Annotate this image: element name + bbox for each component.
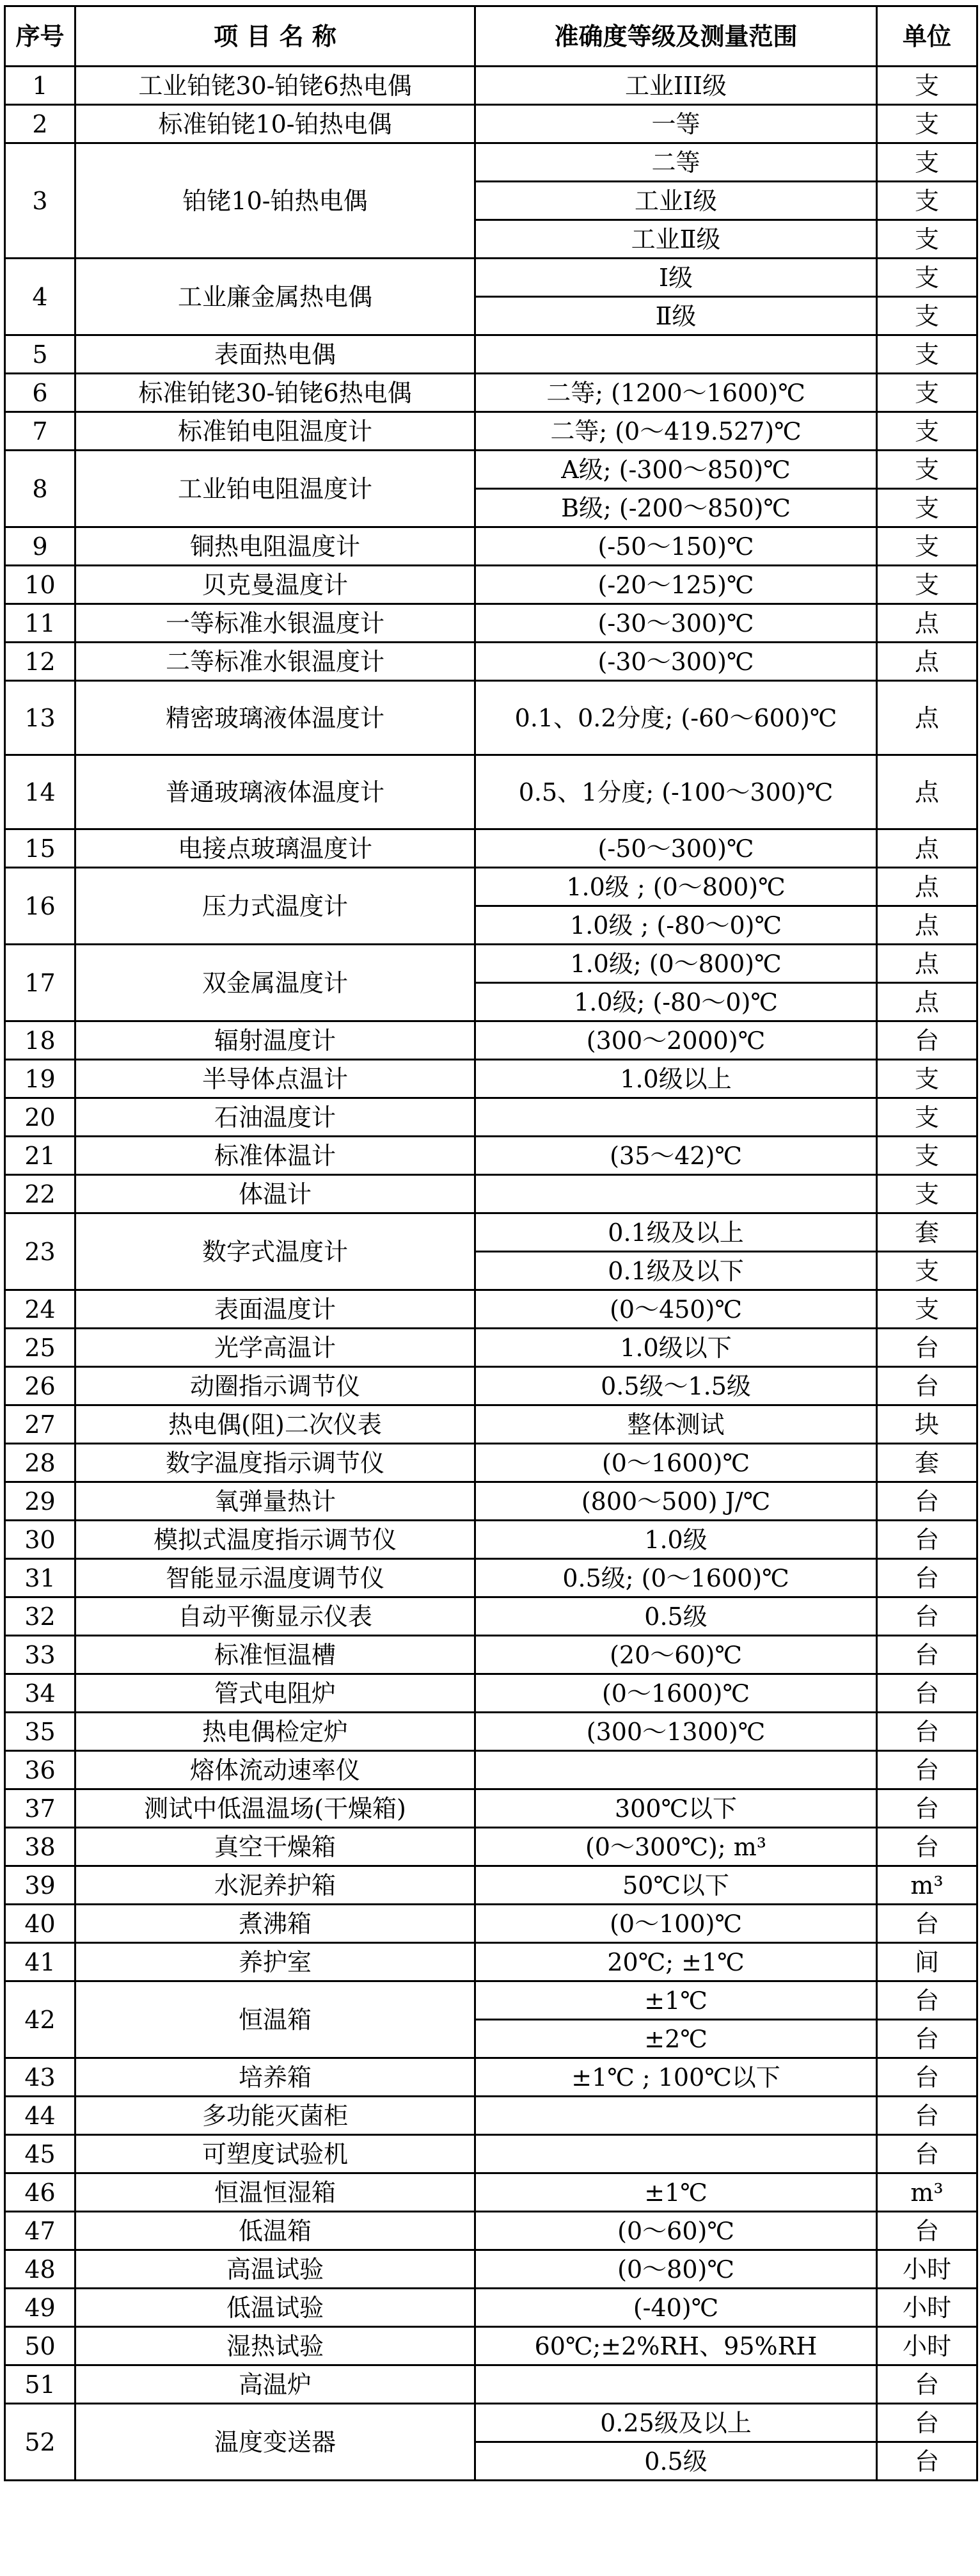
accuracy-range: 0.1级及以下 [475,1252,877,1290]
unit: 台 [877,2442,977,2481]
item-name: 数字式温度计 [75,1213,475,1290]
unit: 小时 [877,2250,977,2289]
table-row [5,1943,977,1981]
item-name: 恒温恒湿箱 [75,2173,475,2212]
row-number: 15 [5,829,75,868]
table-row [5,1137,977,1175]
unit: 台 [877,1329,977,1367]
accuracy-range [475,1175,877,1213]
row-number: 36 [5,1751,75,1789]
unit: 台 [877,1828,977,1866]
row-number: 27 [5,1405,75,1444]
unit: 台 [877,1559,977,1597]
unit: 台 [877,1021,977,1060]
item-name: 表面热电偶 [75,335,475,374]
accuracy-range: 50℃以下 [475,1866,877,1905]
header-range: 准确度等级及测量范围 [475,6,877,67]
accuracy-range: ±1℃ [475,1981,877,2020]
accuracy-range: 300℃以下 [475,1789,877,1828]
item-name: 煮沸箱 [75,1905,475,1943]
unit: 支 [877,1137,977,1175]
item-name: 标准体温计 [75,1137,475,1175]
row-number: 39 [5,1866,75,1905]
item-name: 模拟式温度指示调节仪 [75,1521,475,1559]
row-number: 17 [5,945,75,1021]
row-number: 25 [5,1329,75,1367]
unit: 支 [877,143,977,182]
table-row [5,2173,977,2212]
unit: 套 [877,1444,977,1482]
header-name: 项 目 名 称 [75,6,475,67]
row-number: 34 [5,1674,75,1713]
item-name: 可塑度试验机 [75,2135,475,2173]
accuracy-range: B级; (-200～850)℃ [475,489,877,527]
unit: 台 [877,1905,977,1943]
calibration-table [4,5,978,2481]
item-name: 熔体流动速率仪 [75,1751,475,1789]
accuracy-range: 0.5级～1.5级 [475,1367,877,1405]
unit: 支 [877,297,977,335]
row-number: 43 [5,2058,75,2097]
accuracy-range: 1.0级; (-80～0)℃ [475,983,877,1021]
table-row [5,259,977,297]
accuracy-range: (-30～300)℃ [475,604,877,643]
accuracy-range: (-20～125)℃ [475,566,877,604]
accuracy-range: (0～450)℃ [475,1290,877,1329]
accuracy-range: (0～60)℃ [475,2212,877,2250]
table-row [5,1021,977,1060]
row-number: 21 [5,1137,75,1175]
unit: m³ [877,2173,977,2212]
unit: 台 [877,2365,977,2404]
table-row [5,1866,977,1905]
accuracy-range: (-40)℃ [475,2289,877,2327]
accuracy-range: 0.5级 [475,2442,877,2481]
table-row [5,2097,977,2135]
row-number: 33 [5,1636,75,1674]
table-row [5,2365,977,2404]
item-name: 电接点玻璃温度计 [75,829,475,868]
row-number: 51 [5,2365,75,2404]
row-number: 32 [5,1597,75,1636]
unit: 台 [877,1751,977,1789]
item-name: 低温试验 [75,2289,475,2327]
unit: 台 [877,1636,977,1674]
row-number: 52 [5,2404,75,2481]
row-number: 1 [5,67,75,105]
accuracy-range: (-50～150)℃ [475,527,877,566]
item-name: 辐射温度计 [75,1021,475,1060]
table-row [5,143,977,182]
accuracy-range: 二等; (0～419.527)℃ [475,412,877,451]
accuracy-range: 1.0级; (0～800)℃ [475,945,877,983]
table-row [5,1367,977,1405]
unit: 块 [877,1405,977,1444]
row-number: 19 [5,1060,75,1098]
accuracy-range: ±1℃ [475,2173,877,2212]
unit: 支 [877,182,977,220]
table-row [5,945,977,983]
item-name: 标准铂铑30-铂铑6热电偶 [75,374,475,412]
table-row [5,1098,977,1137]
item-name: 二等标准水银温度计 [75,643,475,681]
accuracy-range: (0～1600)℃ [475,1674,877,1713]
item-name: 标准恒温槽 [75,1636,475,1674]
item-name: 湿热试验 [75,2327,475,2365]
unit: 点 [877,681,977,755]
accuracy-range: (-30～300)℃ [475,643,877,681]
table-header-row [5,6,977,67]
accuracy-range: 二等 [475,143,877,182]
accuracy-range: 整体测试 [475,1405,877,1444]
row-number: 3 [5,143,75,259]
unit: 台 [877,1597,977,1636]
accuracy-range: 1.0级以上 [475,1060,877,1098]
table-row [5,451,977,489]
table-row [5,1981,977,2020]
unit: 小时 [877,2327,977,2365]
item-name: 铜热电阻温度计 [75,527,475,566]
table-row [5,1329,977,1367]
unit: 台 [877,2097,977,2135]
accuracy-range: (-50～300)℃ [475,829,877,868]
row-number: 38 [5,1828,75,1866]
table-row [5,1674,977,1713]
unit: 支 [877,1098,977,1137]
unit: 支 [877,105,977,143]
unit: 支 [877,1252,977,1290]
item-name: 低温箱 [75,2212,475,2250]
item-name: 工业廉金属热电偶 [75,259,475,335]
row-number: 49 [5,2289,75,2327]
row-number: 48 [5,2250,75,2289]
item-name: 普通玻璃液体温度计 [75,755,475,829]
item-name: 铂铑10-铂热电偶 [75,143,475,259]
item-name: 体温计 [75,1175,475,1213]
item-name: 标准铂电阻温度计 [75,412,475,451]
unit: 支 [877,259,977,297]
accuracy-range: (300～2000)℃ [475,1021,877,1060]
unit: 台 [877,1367,977,1405]
item-name: 一等标准水银温度计 [75,604,475,643]
unit: 台 [877,2058,977,2097]
row-number: 40 [5,1905,75,1943]
table-row [5,2289,977,2327]
table-row [5,604,977,643]
accuracy-range: 0.1级及以上 [475,1213,877,1252]
accuracy-range: (0～100)℃ [475,1905,877,1943]
accuracy-range [475,335,877,374]
accuracy-range: 20℃; ±1℃ [475,1943,877,1981]
unit: 小时 [877,2289,977,2327]
row-number: 18 [5,1021,75,1060]
table-row [5,1405,977,1444]
item-name: 水泥养护箱 [75,1866,475,1905]
table-row [5,412,977,451]
item-name: 高温炉 [75,2365,475,2404]
unit: 台 [877,1674,977,1713]
item-name: 管式电阻炉 [75,1674,475,1713]
accuracy-range: 二等; (1200～1600)℃ [475,374,877,412]
accuracy-range: (800～500) J/℃ [475,1482,877,1521]
unit: m³ [877,1866,977,1905]
table-row [5,2058,977,2097]
item-name: 精密玻璃液体温度计 [75,681,475,755]
table-row [5,643,977,681]
accuracy-range: 工业III级 [475,67,877,105]
unit: 点 [877,829,977,868]
row-number: 29 [5,1482,75,1521]
item-name: 表面温度计 [75,1290,475,1329]
table-row [5,1559,977,1597]
accuracy-range [475,2365,877,2404]
item-name: 高温试验 [75,2250,475,2289]
unit: 台 [877,2135,977,2173]
item-name: 半导体点温计 [75,1060,475,1098]
table-row [5,566,977,604]
row-number: 37 [5,1789,75,1828]
unit: 点 [877,906,977,945]
table-row [5,868,977,906]
table-row [5,1636,977,1674]
table-row [5,527,977,566]
table-row [5,1713,977,1751]
accuracy-range: ±1℃ ; 100℃以下 [475,2058,877,2097]
row-number: 28 [5,1444,75,1482]
accuracy-range: 工业Ⅱ级 [475,220,877,259]
unit: 台 [877,2212,977,2250]
unit: 点 [877,755,977,829]
item-name: 热电偶检定炉 [75,1713,475,1751]
row-number: 6 [5,374,75,412]
accuracy-range [475,1098,877,1137]
item-name: 热电偶(阻)二次仪表 [75,1405,475,1444]
accuracy-range: 工业Ⅰ级 [475,182,877,220]
table-row [5,1060,977,1098]
item-name: 自动平衡显示仪表 [75,1597,475,1636]
accuracy-range [475,1751,877,1789]
item-name: 标准铂铑10-铂热电偶 [75,105,475,143]
row-number: 47 [5,2212,75,2250]
unit: 点 [877,945,977,983]
unit: 支 [877,1290,977,1329]
row-number: 11 [5,604,75,643]
calibration-table-sheet [4,5,976,2481]
accuracy-range: 0.5、1分度; (-100～300)℃ [475,755,877,829]
unit: 台 [877,1521,977,1559]
accuracy-range: 一等 [475,105,877,143]
accuracy-range: 0.5级; (0～1600)℃ [475,1559,877,1597]
accuracy-range: (20～60)℃ [475,1636,877,1674]
table-row [5,1789,977,1828]
table-row [5,2135,977,2173]
item-name: 动圈指示调节仪 [75,1367,475,1405]
row-number: 14 [5,755,75,829]
unit: 支 [877,489,977,527]
row-number: 45 [5,2135,75,2173]
table-row [5,105,977,143]
accuracy-range: ±2℃ [475,2020,877,2058]
table-row [5,374,977,412]
row-number: 50 [5,2327,75,2365]
unit: 套 [877,1213,977,1252]
row-number: 9 [5,527,75,566]
table-row [5,2327,977,2365]
item-name: 压力式温度计 [75,868,475,945]
row-number: 23 [5,1213,75,1290]
row-number: 5 [5,335,75,374]
unit: 台 [877,1981,977,2020]
accuracy-range: Ⅱ级 [475,297,877,335]
table-row [5,681,977,755]
item-name: 恒温箱 [75,1981,475,2058]
table-row [5,1213,977,1252]
unit: 支 [877,335,977,374]
row-number: 41 [5,1943,75,1981]
table-row [5,1444,977,1482]
row-number: 2 [5,105,75,143]
row-number: 24 [5,1290,75,1329]
table-row [5,2404,977,2442]
row-number: 35 [5,1713,75,1751]
item-name: 真空干燥箱 [75,1828,475,1866]
item-name: 双金属温度计 [75,945,475,1021]
item-name: 温度变送器 [75,2404,475,2481]
item-name: 工业铂铑30-铂铑6热电偶 [75,67,475,105]
header-unit: 单位 [877,6,977,67]
accuracy-range: (0～80)℃ [475,2250,877,2289]
row-number: 4 [5,259,75,335]
unit: 台 [877,2404,977,2442]
item-name: 贝克曼温度计 [75,566,475,604]
unit: 支 [877,1175,977,1213]
unit: 支 [877,374,977,412]
accuracy-range: A级; (-300～850)℃ [475,451,877,489]
unit: 台 [877,1482,977,1521]
unit: 点 [877,643,977,681]
row-number: 22 [5,1175,75,1213]
item-name: 石油温度计 [75,1098,475,1137]
table-row [5,1482,977,1521]
row-number: 10 [5,566,75,604]
accuracy-range: 60℃;±2%RH、95%RH [475,2327,877,2365]
unit: 支 [877,566,977,604]
accuracy-range: (300～1300)℃ [475,1713,877,1751]
row-number: 46 [5,2173,75,2212]
unit: 点 [877,983,977,1021]
row-number: 42 [5,1981,75,2058]
unit: 支 [877,412,977,451]
unit: 台 [877,1789,977,1828]
accuracy-range: Ⅰ级 [475,259,877,297]
table-row [5,2212,977,2250]
table-row [5,1751,977,1789]
row-number: 44 [5,2097,75,2135]
row-number: 8 [5,451,75,527]
table-body [5,67,977,2481]
item-name: 光学高温计 [75,1329,475,1367]
table-row [5,1290,977,1329]
row-number: 16 [5,868,75,945]
accuracy-range: (35～42)℃ [475,1137,877,1175]
item-name: 氧弹量热计 [75,1482,475,1521]
unit: 支 [877,451,977,489]
unit: 支 [877,1060,977,1098]
table-row [5,829,977,868]
accuracy-range [475,2097,877,2135]
accuracy-range: (0～1600)℃ [475,1444,877,1482]
unit: 支 [877,67,977,105]
accuracy-range: (0～300℃); m³ [475,1828,877,1866]
accuracy-range: 1.0级以下 [475,1329,877,1367]
row-number: 26 [5,1367,75,1405]
item-name: 工业铂电阻温度计 [75,451,475,527]
table-row [5,335,977,374]
row-number: 31 [5,1559,75,1597]
accuracy-range: 1.0级 [475,1521,877,1559]
unit: 支 [877,527,977,566]
table-row [5,1828,977,1866]
table-row [5,1905,977,1943]
unit: 点 [877,868,977,906]
accuracy-range: 0.5级 [475,1597,877,1636]
table-row [5,755,977,829]
unit: 点 [877,604,977,643]
row-number: 20 [5,1098,75,1137]
unit: 间 [877,1943,977,1981]
item-name: 智能显示温度调节仪 [75,1559,475,1597]
item-name: 测试中低温温场(干燥箱) [75,1789,475,1828]
row-number: 7 [5,412,75,451]
accuracy-range: 0.1、0.2分度; (-60～600)℃ [475,681,877,755]
table-row [5,1521,977,1559]
accuracy-range: 1.0级 ; (0～800)℃ [475,868,877,906]
item-name: 培养箱 [75,2058,475,2097]
unit: 台 [877,2020,977,2058]
unit: 台 [877,1713,977,1751]
table-row [5,1597,977,1636]
row-number: 13 [5,681,75,755]
table-row [5,1175,977,1213]
unit: 支 [877,220,977,259]
table-row [5,67,977,105]
item-name: 数字温度指示调节仪 [75,1444,475,1482]
accuracy-range: 0.25级及以上 [475,2404,877,2442]
item-name: 多功能灭菌柜 [75,2097,475,2135]
table-row [5,2250,977,2289]
row-number: 12 [5,643,75,681]
accuracy-range: 1.0级 ; (-80～0)℃ [475,906,877,945]
item-name: 养护室 [75,1943,475,1981]
header-no: 序号 [5,6,75,67]
accuracy-range [475,2135,877,2173]
row-number: 30 [5,1521,75,1559]
